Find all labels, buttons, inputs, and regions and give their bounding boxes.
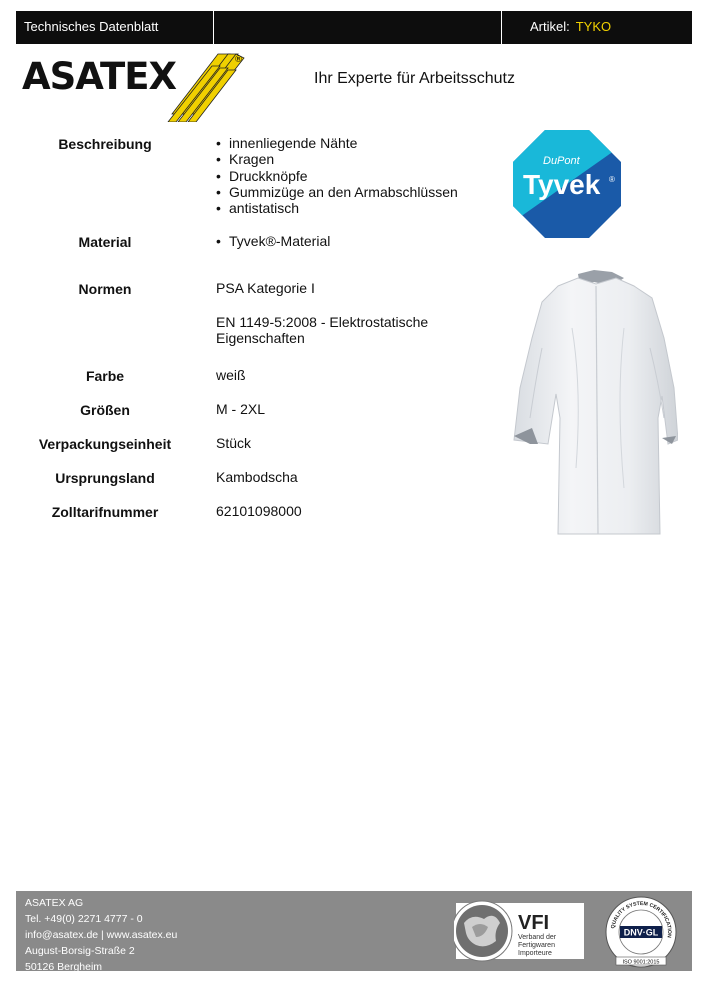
- article-cell: [502, 11, 692, 44]
- packaging-label: Verpackungseinheit: [38, 436, 172, 452]
- vfi-line3: Importeure: [518, 950, 552, 957]
- material-item: • Tyvek®-Material: [216, 233, 330, 249]
- material-label: Material: [78, 234, 132, 250]
- description-label: Beschreibung: [58, 136, 152, 152]
- origin-value: Kambodscha: [216, 469, 298, 485]
- color-value: weiß: [216, 367, 246, 383]
- vfi-logo: [454, 897, 586, 963]
- vfi-title: VFI: [518, 912, 550, 934]
- description-item: • Gummizüge an den Armabschlüssen: [216, 184, 458, 200]
- tyvek-registered: ®: [609, 175, 615, 184]
- description-item: • Kragen: [216, 151, 458, 167]
- tyvek-main-text: Tyvek: [523, 169, 601, 200]
- vfi-line2: Fertigwaren: [518, 942, 555, 949]
- tyvek-badge: [513, 130, 621, 238]
- footer: [16, 891, 692, 971]
- company-name: ASATEX AG: [25, 897, 84, 909]
- dnv-name: DNV·GL: [623, 927, 659, 938]
- description-list: [216, 135, 458, 216]
- company-city: 50126 Bergheim: [25, 961, 103, 973]
- slogan: Ihr Experte für Arbeitsschutz: [314, 70, 515, 87]
- origin-label: Ursprungsland: [55, 470, 155, 486]
- tariff-label: Zolltarifnummer: [51, 504, 159, 520]
- tyvek-top-text: DuPont: [543, 155, 580, 167]
- tariff-value: 62101098000: [216, 503, 302, 519]
- company-address: [25, 895, 177, 975]
- description-item: • antistatisch: [216, 200, 458, 216]
- company-phone: Tel. +49(0) 2271 4777 - 0: [25, 913, 143, 925]
- norms-line1: PSA Kategorie I: [216, 280, 315, 296]
- description-item: • innenliegende Nähte: [216, 135, 458, 151]
- header-bar: [16, 11, 692, 44]
- dnv-iso: ISO 9001:2015: [622, 959, 660, 966]
- description-item: • Druckknöpfe: [216, 168, 458, 184]
- vfi-line1: Verband der: [518, 934, 557, 941]
- sizes-value: M - 2XL: [216, 401, 266, 417]
- header-empty-cell: [214, 11, 502, 44]
- norms-line3: Eigenschaften: [216, 330, 305, 346]
- lab-coat-image: [512, 268, 678, 536]
- doc-type: Technisches Datenblatt: [16, 11, 214, 44]
- dnv-ring-text: QUALITY SYSTEM CERTIFICATION: [610, 900, 673, 939]
- sizes-label: Größen: [80, 402, 130, 418]
- color-label: Farbe: [85, 368, 125, 384]
- packaging-value: Stück: [216, 435, 252, 451]
- asatex-logo: [22, 52, 247, 122]
- norms-label: Normen: [78, 281, 132, 297]
- logo-registered: ®: [234, 55, 243, 65]
- company-street: August-Borsig-Straße 2: [25, 945, 135, 957]
- material-list: [216, 233, 330, 249]
- article-label: Artikel:: [530, 19, 570, 34]
- company-web[interactable]: info@asatex.de | www.asatex.eu: [25, 929, 178, 941]
- logo-text: ASATEX: [22, 55, 177, 98]
- norms-line2: EN 1149-5:2008 - Elektrostatische: [216, 314, 429, 330]
- article-value: TYKO: [575, 19, 612, 34]
- dnv-gl-seal: [604, 895, 678, 969]
